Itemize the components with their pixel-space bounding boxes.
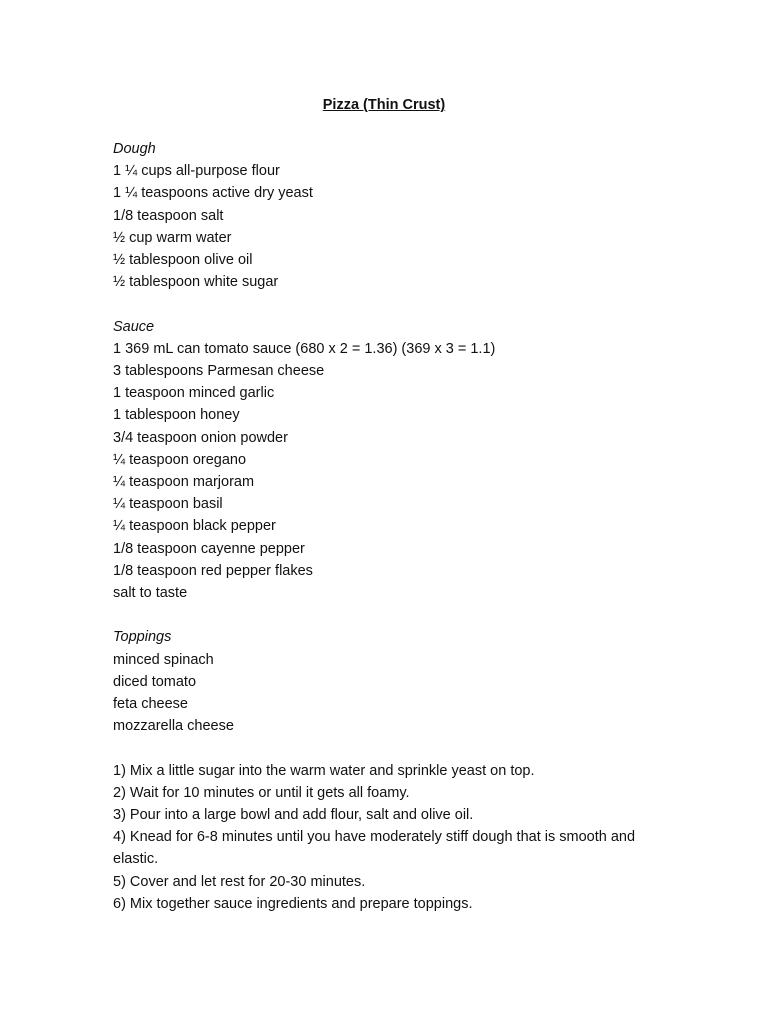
instruction-step: 6) Mix together sauce ingredients and prepare toppings.: [113, 895, 473, 912]
page-title: Pizza (Thin Crust): [322, 97, 446, 113]
ingredient-line: ½ tablespoon olive oil: [113, 252, 253, 269]
instruction-step: 3) Pour into a large bowl and add flour, salt and olive oil.: [113, 807, 474, 824]
ingredient-line: feta cheese: [113, 696, 188, 713]
ingredient-line: minced spinach: [113, 651, 214, 668]
section-heading-sauce: Sauce: [113, 318, 155, 335]
ingredient-line: 1/8 teaspoon red pepper flakes: [113, 562, 313, 579]
ingredient-line: 1 tablespoon honey: [113, 407, 240, 424]
ingredient-line: 1 ¼ teaspoons active dry yeast: [113, 185, 313, 202]
ingredient-line: diced tomato: [113, 673, 197, 690]
instruction-step: 2) Wait for 10 minutes or until it gets all foamy.: [113, 784, 410, 801]
instruction-step: 5) Cover and let rest for 20-30 minutes.: [113, 873, 366, 890]
section-dough: [113, 138, 673, 293]
ingredient-line: 1 teaspoon minced garlic: [113, 385, 275, 402]
ingredient-line: ¼ teaspoon oregano: [113, 451, 247, 468]
spacer: [113, 737, 673, 759]
ingredient-line: 1/8 teaspoon cayenne pepper: [113, 540, 305, 557]
section-heading-dough: Dough: [113, 141, 156, 157]
instructions: [113, 760, 673, 915]
ingredient-line: 1/8 teaspoon salt: [113, 207, 224, 224]
ingredient-line: salt to taste: [113, 585, 188, 602]
section-heading-toppings: Toppings: [113, 629, 172, 646]
ingredient-line: ¼ teaspoon black pepper: [113, 518, 276, 535]
ingredient-line: ½ tablespoon white sugar: [113, 274, 279, 291]
spacer: [113, 293, 673, 315]
ingredient-line: 3 tablespoons Parmesan cheese: [113, 363, 325, 380]
ingredient-line: 1 ¼ cups all-purpose flour: [113, 163, 280, 180]
instruction-step: 4) Knead for 6-8 minutes until you have moderately stiff dough that is smooth and elastic.: [113, 829, 640, 868]
ingredient-line: 1 369 mL can tomato sauce (680 x 2 = 1.36) (369 x 3 = 1.1): [113, 340, 496, 357]
spacer: [113, 604, 673, 626]
recipe-content: [113, 138, 673, 915]
ingredient-line: ½ cup warm water: [113, 229, 232, 246]
section-sauce: [113, 316, 673, 605]
section-toppings: [113, 626, 673, 737]
instruction-step: 1) Mix a little sugar into the warm water and sprinkle yeast on top.: [113, 762, 535, 779]
ingredient-line: ¼ teaspoon marjoram: [113, 474, 255, 491]
ingredient-line: 3/4 teaspoon onion powder: [113, 429, 288, 446]
ingredient-line: mozzarella cheese: [113, 718, 234, 735]
ingredient-line: ¼ teaspoon basil: [113, 496, 223, 513]
